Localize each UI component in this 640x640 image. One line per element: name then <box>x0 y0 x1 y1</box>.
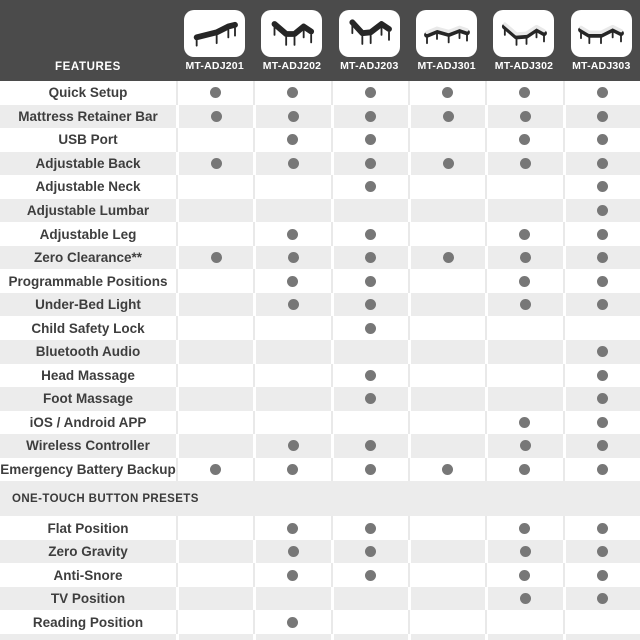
bed-raised-light-icon <box>576 14 626 54</box>
feature-value-cell <box>485 222 562 246</box>
feature-value-cell <box>331 411 408 435</box>
feature-value-cell <box>331 387 408 411</box>
model-column <box>331 0 408 81</box>
included-dot <box>597 205 608 216</box>
included-dot <box>211 111 222 122</box>
bed-flat-dark-icon <box>190 14 240 54</box>
feature-value-cell <box>408 387 485 411</box>
feature-value-cell <box>485 105 562 129</box>
feature-label: Emergency Battery Backup <box>0 462 176 478</box>
feature-value-cell <box>253 293 330 317</box>
table-row <box>0 293 640 317</box>
feature-value-cell <box>253 81 330 105</box>
feature-label: Anti-Snore <box>53 567 123 583</box>
feature-value-cell <box>485 128 562 152</box>
included-dot <box>519 87 530 98</box>
model-column <box>253 0 330 81</box>
feature-label: Reading Position <box>32 614 144 630</box>
included-dot <box>597 570 608 581</box>
included-dot <box>442 87 453 98</box>
included-dot <box>288 440 299 451</box>
included-dot <box>365 134 376 145</box>
model-name: MT-ADJ202 <box>262 60 322 72</box>
feature-label: iOS / Android APP <box>29 414 147 430</box>
feature-value-cell <box>485 387 562 411</box>
feature-label: Under-Bed Light <box>35 297 141 313</box>
included-dot <box>211 158 222 169</box>
feature-value-cell <box>176 316 253 340</box>
included-dot <box>210 87 221 98</box>
feature-value-cell <box>253 222 330 246</box>
feature-value-cell <box>331 364 408 388</box>
included-dot <box>597 229 608 240</box>
included-dot <box>443 158 454 169</box>
table-row <box>0 246 640 270</box>
included-dot <box>597 87 608 98</box>
table-row <box>0 563 640 587</box>
feature-value-cell <box>253 316 330 340</box>
included-dot <box>365 393 376 404</box>
feature-label: Wireless Controller <box>26 438 150 454</box>
included-dot <box>365 299 376 310</box>
feature-label: Child Safety Lock <box>31 320 145 336</box>
included-dot <box>519 570 530 581</box>
feature-value-cell <box>408 105 485 129</box>
model-name: MT-ADJ203 <box>340 60 399 72</box>
feature-value-cell <box>331 458 408 482</box>
feature-value-cell <box>253 587 330 611</box>
section-band <box>0 481 640 516</box>
feature-value-cell <box>485 458 562 482</box>
feature-value-cell <box>563 175 640 199</box>
table-row <box>0 105 640 129</box>
feature-value-cell <box>563 364 640 388</box>
included-dot <box>597 299 608 310</box>
bed-flat-light-icon <box>422 14 472 54</box>
features-column-header <box>0 0 176 81</box>
feature-value-cell <box>176 152 253 176</box>
feature-label: Adjustable Lumbar <box>26 203 150 218</box>
included-dot <box>520 593 531 604</box>
feature-value-cell <box>485 587 562 611</box>
included-dot <box>365 87 376 98</box>
included-dot <box>597 158 608 169</box>
feature-value-cell <box>408 540 485 564</box>
feature-value-cell <box>408 128 485 152</box>
included-dot <box>365 464 376 475</box>
feature-value-cell <box>408 364 485 388</box>
included-dot <box>520 299 531 310</box>
feature-value-cell <box>563 222 640 246</box>
included-dot <box>365 323 376 334</box>
model-column <box>563 0 640 81</box>
feature-label <box>0 634 176 640</box>
included-dot <box>287 87 298 98</box>
included-dot <box>597 276 608 287</box>
feature-value-cell <box>253 540 330 564</box>
feature-label: Flat Position <box>47 520 129 536</box>
feature-value-cell <box>331 293 408 317</box>
included-dot <box>597 523 608 534</box>
feature-label: Zero Gravity <box>48 544 128 560</box>
model-columns <box>176 0 640 81</box>
section-band-title: ONE-TOUCH BUTTON PRESETS <box>12 492 199 505</box>
feature-value-cell <box>253 105 330 129</box>
feature-value-cell <box>331 516 408 540</box>
model-name: MT-ADJ302 <box>494 60 554 72</box>
feature-value-cell <box>176 587 253 611</box>
feature-value-cell <box>408 516 485 540</box>
table-row <box>0 516 640 540</box>
feature-value-cell <box>563 634 640 640</box>
feature-value-cell <box>485 152 562 176</box>
feature-value-cell <box>253 634 330 640</box>
feature-value-cell <box>563 105 640 129</box>
included-dot <box>288 299 299 310</box>
included-dot <box>597 370 608 381</box>
included-dot <box>597 464 608 475</box>
table-row <box>0 269 640 293</box>
feature-value-cell <box>408 152 485 176</box>
feature-value-cell <box>408 199 485 223</box>
feature-value-cell <box>408 175 485 199</box>
included-dot <box>287 523 298 534</box>
feature-value-cell <box>253 175 330 199</box>
feature-label: Adjustable Back <box>35 155 141 171</box>
included-dot <box>287 617 298 628</box>
feature-value-cell <box>176 199 253 223</box>
feature-value-cell <box>176 269 253 293</box>
included-dot <box>597 440 608 451</box>
included-dot <box>519 229 530 240</box>
feature-value-cell <box>408 434 485 458</box>
feature-value-cell <box>408 458 485 482</box>
included-dot <box>287 134 298 145</box>
feature-value-cell <box>331 340 408 364</box>
feature-value-cell <box>563 316 640 340</box>
feature-value-cell <box>331 269 408 293</box>
feature-value-cell <box>253 434 330 458</box>
feature-value-cell <box>563 434 640 458</box>
table-row <box>0 364 640 388</box>
feature-value-cell <box>331 105 408 129</box>
feature-value-cell <box>331 563 408 587</box>
feature-value-cell <box>485 316 562 340</box>
model-column <box>176 0 253 81</box>
included-dot <box>365 370 376 381</box>
table-row <box>0 222 640 246</box>
feature-value-cell <box>253 516 330 540</box>
feature-value-cell <box>176 540 253 564</box>
feature-value-cell <box>176 387 253 411</box>
feature-value-cell <box>408 563 485 587</box>
feature-value-cell <box>485 293 562 317</box>
feature-label: TV Position <box>50 591 126 607</box>
included-dot <box>597 252 608 263</box>
feature-label: Mattress Retainer Bar <box>18 108 158 124</box>
included-dot <box>365 276 376 287</box>
included-dot <box>519 134 530 145</box>
included-dot <box>365 523 376 534</box>
feature-value-cell <box>408 610 485 634</box>
feature-value-cell <box>408 269 485 293</box>
feature-value-cell <box>485 364 562 388</box>
feature-value-cell <box>253 610 330 634</box>
feature-value-cell <box>563 587 640 611</box>
feature-value-cell <box>485 563 562 587</box>
feature-value-cell <box>331 128 408 152</box>
feature-value-cell <box>563 610 640 634</box>
model-image-card[interactable] <box>184 10 245 57</box>
table-row <box>0 458 640 482</box>
feature-value-cell <box>408 634 485 640</box>
feature-value-cell <box>331 81 408 105</box>
included-dot <box>597 417 608 428</box>
included-dot <box>288 546 299 557</box>
feature-label: Quick Setup <box>48 85 128 101</box>
included-dot <box>287 570 298 581</box>
feature-value-cell <box>253 387 330 411</box>
feature-value-cell <box>253 563 330 587</box>
model-image-card[interactable] <box>571 10 632 57</box>
feature-label: Head Massage <box>41 367 135 383</box>
feature-value-cell <box>563 293 640 317</box>
included-dot <box>287 464 298 475</box>
features-header-label: FEATURES <box>55 61 121 73</box>
feature-label: Adjustable Neck <box>35 179 141 195</box>
feature-value-cell <box>485 81 562 105</box>
included-dot <box>365 252 376 263</box>
included-dot <box>365 181 376 192</box>
feature-value-cell <box>485 610 562 634</box>
feature-value-cell <box>176 411 253 435</box>
table-row <box>0 81 640 105</box>
table-row <box>0 199 640 223</box>
feature-value-cell <box>563 411 640 435</box>
feature-value-cell <box>176 128 253 152</box>
feature-value-cell <box>331 434 408 458</box>
feature-value-cell <box>176 634 253 640</box>
feature-value-cell <box>253 458 330 482</box>
included-dot <box>519 523 530 534</box>
model-image-card[interactable] <box>261 10 322 57</box>
feature-value-cell <box>176 175 253 199</box>
truncated-next-row <box>0 634 640 640</box>
bed-dual-dark-steep-icon <box>344 14 394 54</box>
feature-value-cell <box>331 610 408 634</box>
feature-value-cell <box>253 128 330 152</box>
feature-value-cell <box>563 563 640 587</box>
feature-value-cell <box>485 175 562 199</box>
table-row <box>0 152 640 176</box>
features-rows <box>0 81 640 481</box>
feature-value-cell <box>485 411 562 435</box>
included-dot <box>287 229 298 240</box>
included-dot <box>210 464 221 475</box>
table-row <box>0 434 640 458</box>
feature-value-cell <box>176 434 253 458</box>
feature-value-cell <box>253 269 330 293</box>
feature-value-cell <box>176 516 253 540</box>
included-dot <box>597 546 608 557</box>
table-row <box>0 175 640 199</box>
feature-label: Programmable Positions <box>8 273 168 289</box>
included-dot <box>520 158 531 169</box>
feature-value-cell <box>408 411 485 435</box>
feature-value-cell <box>176 293 253 317</box>
included-dot <box>519 464 530 475</box>
table-row <box>0 387 640 411</box>
feature-value-cell <box>331 316 408 340</box>
included-dot <box>519 417 530 428</box>
included-dot <box>287 276 298 287</box>
feature-value-cell <box>331 152 408 176</box>
feature-value-cell <box>563 387 640 411</box>
feature-value-cell <box>176 610 253 634</box>
feature-value-cell <box>408 587 485 611</box>
model-image-card[interactable] <box>416 10 477 57</box>
bed-dual-light-icon <box>499 14 549 54</box>
feature-value-cell <box>176 340 253 364</box>
table-row <box>0 540 640 564</box>
bed-dual-dark-icon <box>267 14 317 54</box>
feature-value-cell <box>253 246 330 270</box>
model-column <box>485 0 562 81</box>
model-name: MT-ADJ303 <box>572 60 631 72</box>
table-row <box>0 128 640 152</box>
table-row <box>0 610 640 634</box>
feature-value-cell <box>176 364 253 388</box>
included-dot <box>597 593 608 604</box>
feature-value-cell <box>563 152 640 176</box>
feature-value-cell <box>563 458 640 482</box>
feature-value-cell <box>408 81 485 105</box>
included-dot <box>520 252 531 263</box>
feature-value-cell <box>563 246 640 270</box>
included-dot <box>365 440 376 451</box>
feature-value-cell <box>253 199 330 223</box>
feature-value-cell <box>563 516 640 540</box>
feature-value-cell <box>485 634 562 640</box>
table-header <box>0 0 640 81</box>
model-name: MT-ADJ301 <box>417 60 476 72</box>
feature-value-cell <box>485 199 562 223</box>
feature-value-cell <box>408 222 485 246</box>
model-column <box>408 0 485 81</box>
feature-value-cell <box>408 293 485 317</box>
feature-value-cell <box>563 199 640 223</box>
included-dot <box>365 546 376 557</box>
feature-value-cell <box>331 175 408 199</box>
feature-value-cell <box>176 81 253 105</box>
included-dot <box>288 158 299 169</box>
feature-label: USB Port <box>58 132 118 148</box>
feature-label: Adjustable Leg <box>39 226 137 242</box>
feature-value-cell <box>176 563 253 587</box>
table-row <box>0 411 640 435</box>
feature-value-cell <box>408 340 485 364</box>
feature-value-cell <box>408 316 485 340</box>
feature-value-cell <box>253 411 330 435</box>
feature-value-cell <box>485 540 562 564</box>
model-name: MT-ADJ201 <box>185 60 244 72</box>
table-row <box>0 340 640 364</box>
model-image-card[interactable] <box>493 10 554 57</box>
feature-value-cell <box>563 81 640 105</box>
included-dot <box>597 346 608 357</box>
feature-value-cell <box>253 152 330 176</box>
feature-label: Foot Massage <box>42 391 134 407</box>
feature-value-cell <box>331 222 408 246</box>
feature-value-cell <box>563 540 640 564</box>
included-dot <box>442 464 453 475</box>
feature-value-cell <box>331 246 408 270</box>
included-dot <box>520 111 531 122</box>
included-dot <box>520 546 531 557</box>
included-dot <box>520 440 531 451</box>
included-dot <box>365 158 376 169</box>
feature-value-cell <box>563 128 640 152</box>
included-dot <box>519 276 530 287</box>
included-dot <box>597 181 608 192</box>
included-dot <box>365 229 376 240</box>
feature-value-cell <box>485 246 562 270</box>
included-dot <box>597 393 608 404</box>
included-dot <box>365 570 376 581</box>
feature-value-cell <box>176 458 253 482</box>
feature-value-cell <box>176 105 253 129</box>
feature-value-cell <box>176 222 253 246</box>
table-row <box>0 316 640 340</box>
feature-value-cell <box>176 246 253 270</box>
included-dot <box>211 252 222 263</box>
feature-value-cell <box>563 340 640 364</box>
included-dot <box>288 252 299 263</box>
feature-value-cell <box>485 516 562 540</box>
feature-value-cell <box>331 540 408 564</box>
feature-value-cell <box>253 340 330 364</box>
included-dot <box>443 111 454 122</box>
table-row <box>0 587 640 611</box>
feature-value-cell <box>408 246 485 270</box>
feature-value-cell <box>253 364 330 388</box>
preset-rows <box>0 516 640 634</box>
feature-value-cell <box>331 587 408 611</box>
feature-value-cell <box>485 340 562 364</box>
feature-label: Bluetooth Audio <box>35 344 141 360</box>
feature-value-cell <box>563 269 640 293</box>
included-dot <box>597 111 608 122</box>
model-image-card[interactable] <box>339 10 400 57</box>
feature-value-cell <box>331 199 408 223</box>
included-dot <box>365 111 376 122</box>
included-dot <box>443 252 454 263</box>
included-dot <box>288 111 299 122</box>
included-dot <box>597 134 608 145</box>
feature-value-cell <box>331 634 408 640</box>
feature-value-cell <box>485 269 562 293</box>
feature-value-cell <box>485 434 562 458</box>
feature-label: Zero Clearance** <box>33 250 143 266</box>
